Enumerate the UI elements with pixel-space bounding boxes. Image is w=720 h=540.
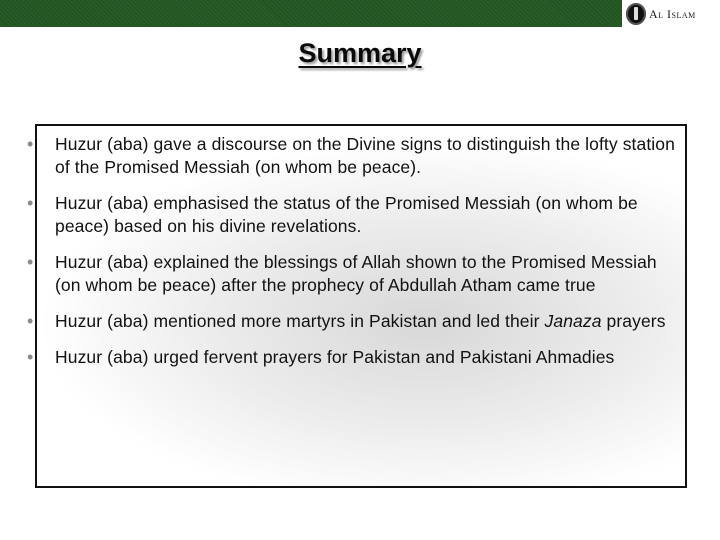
bullet-item: [25, 346, 675, 369]
bullet-text-before: Huzur (aba) mentioned more martyrs in Pakistan and led their: [55, 311, 545, 331]
al-islam-emblem-icon: [626, 3, 646, 25]
bullet-text: Huzur (aba) urged fervent prayers for Pakistan and Pakistani Ahmadies: [55, 347, 615, 367]
top-banner: [0, 0, 720, 27]
bullet-item: [25, 251, 675, 297]
bullet-item: [25, 192, 675, 238]
bullet-text-after: prayers: [601, 311, 666, 331]
bullet-item: [25, 310, 675, 333]
bullet-item: [25, 133, 675, 179]
bullet-text: Huzur (aba) emphasised the status of the Promised Messiah (on whom be peace) based on his divine revelations.: [55, 193, 638, 236]
logo: [622, 0, 720, 27]
logo-text: Al Islam: [649, 7, 696, 21]
bullet-text-emphasis: Janaza: [544, 311, 602, 331]
bullet-text: Huzur (aba) gave a discourse on the Divine signs to distinguish the lofty station of the Promised Messiah (on whom be peace).: [55, 134, 675, 177]
summary-box: [35, 124, 687, 488]
bullet-list: [25, 133, 675, 382]
page-title: Summary: [298, 38, 422, 68]
bullet-text: Huzur (aba) explained the blessings of Allah shown to the Promised Messiah (on whom be peace) after the prophecy of Abdullah Atham came true: [55, 252, 657, 295]
